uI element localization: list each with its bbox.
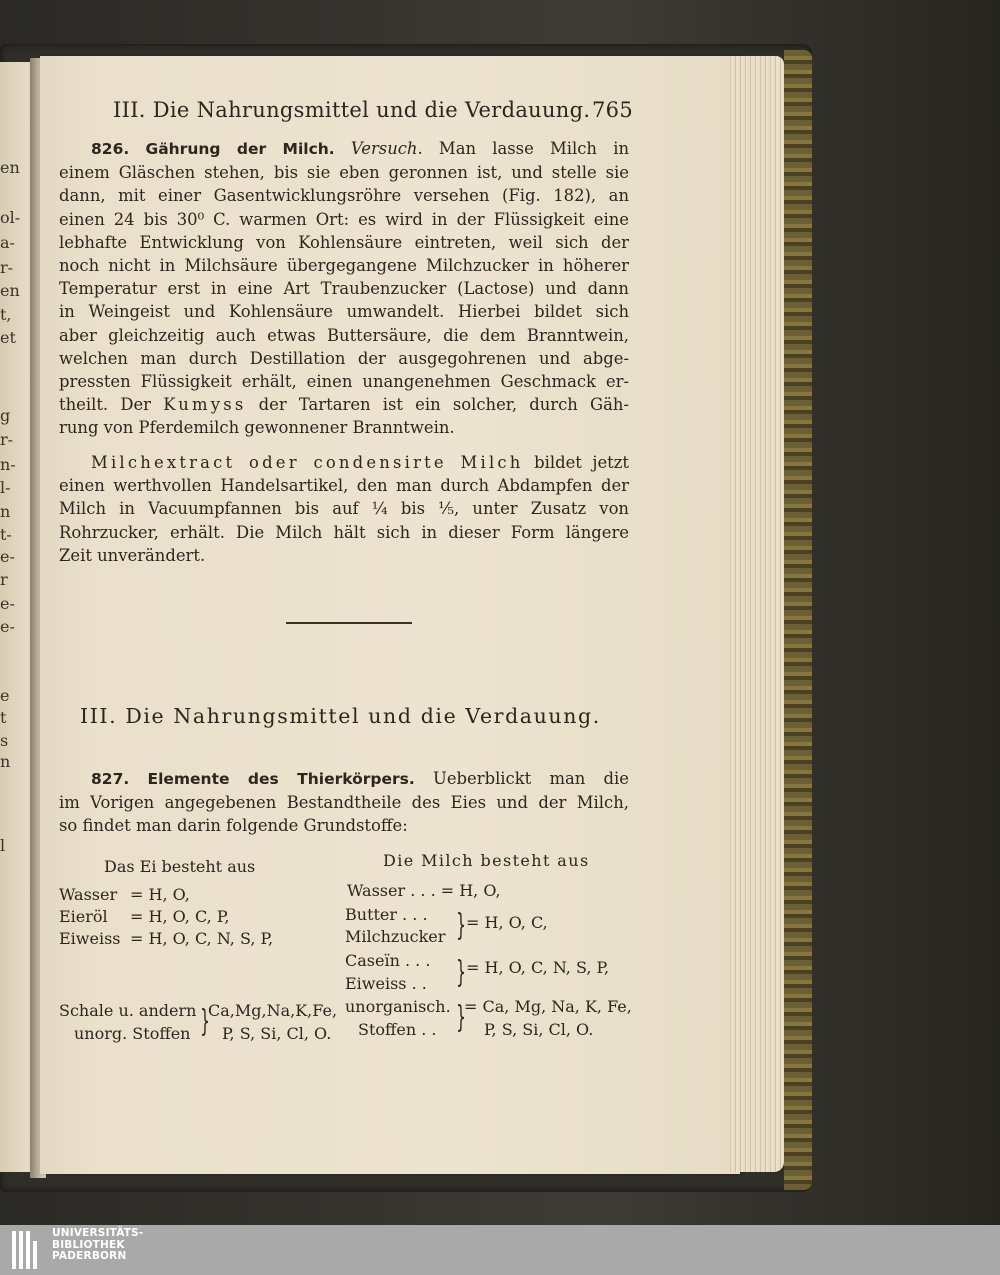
text-line [59, 767, 629, 791]
section-heading: III. Die Nahrungsmittel und die Verdauung. [80, 704, 601, 728]
text-fragment: der Tartaren ist ein solcher, durch Gäh- [258, 395, 629, 415]
paragraph-milchextract [59, 451, 629, 567]
brace-glyph: } [200, 1004, 210, 1039]
text-line: in Weingeist und Kohlensäure umwandelt. Hierbei bildet sich [59, 302, 629, 322]
text-line: Rohrzucker, erhält. Die Milch hält sich in dieser Form längere [59, 522, 629, 542]
paragraph-826-line-1 [59, 137, 629, 161]
egg-row-eq: = H, O, C, N, S, P, [130, 929, 274, 948]
text-line: pressten Flüssigkeit erhält, einen unangenehmen Geschmack er- [59, 372, 629, 392]
text-fragment: Ueberblickt man die [433, 769, 629, 788]
text-line: rung von Pferdemilch gewonnener Branntwein. [59, 418, 455, 438]
left-margin-fragment: a- [0, 233, 15, 252]
text-line [59, 451, 629, 474]
left-margin-fragment: et [0, 328, 16, 347]
paragraph-number: 826. [91, 140, 130, 158]
milk-row: Stoffen . . [358, 1020, 437, 1039]
running-head-title: III. Die Nahrungsmittel und die Verdauung. [113, 98, 591, 122]
brace-glyph: } [456, 955, 466, 990]
egg-row-name: Eiweiss [59, 929, 121, 948]
text-line: im Vorigen angegebenen Bestandtheile des Eies und der Milch, [59, 793, 629, 813]
left-margin-fragment: ol- [0, 208, 21, 227]
library-logo-icon [12, 1231, 42, 1269]
egg-row-eq: = H, O, [130, 885, 190, 904]
text-line: so findet man darin folgende Grundstoffe: [59, 816, 408, 836]
left-margin-fragment: e- [0, 617, 15, 636]
text-line: einem Gläschen stehen, bis sie eben geronnen ist, und stelle sie [59, 163, 629, 183]
brace-glyph: } [456, 1000, 466, 1035]
left-margin-fragment: t- [0, 525, 12, 544]
left-margin-fragment: l- [0, 478, 11, 497]
text-line [59, 393, 629, 416]
text-line: noch nicht in Milchsäure übergegangene Milchzucker in höherer [59, 256, 629, 276]
left-margin-fragment: n [0, 502, 11, 521]
left-margin-fragment: r [0, 570, 8, 589]
text-fragment: theilt. [59, 395, 109, 415]
left-margin-fragment: l [0, 836, 6, 855]
left-margin-fragment: e- [0, 547, 15, 566]
left-margin-fragment: t [0, 708, 7, 727]
text-line: Man lasse Milch in [438, 139, 629, 158]
text-fragment: Der [120, 395, 151, 415]
egg-shell-elements: Ca,Mg,Na,K,Fe, [208, 1001, 338, 1020]
library-name-line: PADERBORN [52, 1250, 127, 1262]
paragraph-827 [59, 767, 629, 838]
text-line: Temperatur erst in eine Art Traubenzucker (Lactose) und dann [59, 279, 629, 299]
egg-shell-name: unorg. Stoffen [74, 1024, 191, 1043]
text-fragment: bildet jetzt [534, 453, 629, 472]
text-line: aber gleichzeitig auch etwas Buttersäure, die dem Branntwein, [59, 325, 629, 345]
milk-row-eq: = H, O, C, [466, 913, 548, 932]
left-margin-fragment: s [0, 731, 9, 750]
paragraph-826 [59, 137, 629, 440]
left-margin-fragment: en [0, 281, 20, 300]
paragraph-number: 827. [91, 770, 130, 788]
text-line: welchen man durch Destillation der ausgegohrenen und abge- [59, 348, 629, 368]
milk-row-eq: = Ca, Mg, Na, K, Fe, [464, 997, 632, 1016]
text-line: dann, mit einer Gasentwicklungsröhre versehen (Fig. 182), an [59, 186, 629, 206]
book-spine [784, 50, 812, 1190]
milk-row-eq: P, S, Si, Cl, O. [484, 1020, 594, 1039]
library-name-line: BIBLIOTHEK [52, 1238, 125, 1251]
egg-shell-name: Schale u. andern [59, 1001, 197, 1020]
left-margin-fragment: t, [0, 305, 12, 324]
milk-header: Die Milch besteht aus [383, 851, 590, 870]
left-margin-fragment: g [0, 406, 11, 425]
left-margin-fragment: n- [0, 455, 16, 474]
milk-row: Caseïn . . . [345, 951, 431, 970]
paragraph-title: Gährung der Milch. [145, 140, 335, 158]
milk-row-eq: = H, O, C, N, S, P, [466, 958, 610, 977]
milk-row: Wasser . . . = H, O, [347, 881, 501, 900]
egg-row-name: Eieröl [59, 907, 108, 926]
milk-row: Butter . . . [345, 905, 428, 924]
library-name [52, 1228, 143, 1263]
egg-row-name: Wasser [59, 885, 118, 904]
left-margin-fragment: n [0, 752, 11, 771]
library-name-line: UNIVERSITÄTS- [52, 1227, 144, 1239]
brace-glyph: } [456, 908, 466, 943]
page-edges [728, 56, 784, 1172]
milk-row: Milchzucker [345, 927, 446, 946]
text-line: Milch in Vacuumpfannen bis auf ¼ bis ⅕, unter Zusatz von [59, 499, 629, 519]
paragraph-title: Elemente des Thierkörpers. [147, 770, 415, 788]
egg-row-eq: = H, O, C, P, [130, 907, 230, 926]
egg-shell-elements: P, S, Si, Cl, O. [222, 1024, 332, 1043]
left-margin-fragment: r- [0, 258, 14, 277]
left-margin-fragment: e [0, 686, 10, 705]
versuch-label: Versuch. [350, 139, 423, 158]
milchextract-term: Milchextract oder condensirte Milch [91, 453, 524, 472]
text-line: einen werthvollen Handelsartikel, den man durch Abdampfen der [59, 476, 629, 496]
left-margin-fragment: e- [0, 594, 15, 613]
left-margin-fragment: en [0, 158, 20, 177]
milk-row: Eiweiss . . [345, 974, 427, 993]
milk-row: unorganisch. [345, 997, 451, 1016]
text-line: Zeit unverändert. [59, 545, 206, 565]
text-line: lebhafte Entwicklung von Kohlensäure eintreten, weil sich der [59, 232, 629, 252]
section-divider [286, 622, 412, 624]
page-number: 765 [592, 98, 633, 122]
library-footer-bar [0, 1225, 1000, 1275]
text-line: einen 24 bis 30⁰ C. warmen Ort: es wird in der Flüssigkeit eine [59, 209, 629, 229]
egg-header: Das Ei besteht aus [104, 857, 256, 876]
left-margin-fragment: r- [0, 430, 14, 449]
kumyss-term: Kumyss [163, 395, 247, 415]
